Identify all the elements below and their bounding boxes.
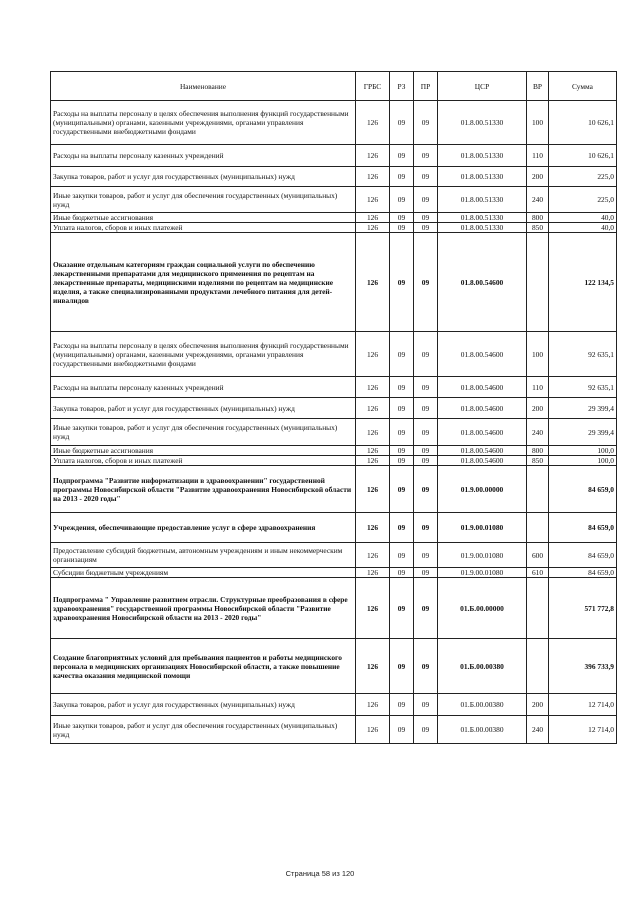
cell-vr: 110 [527, 145, 549, 167]
cell-pr: 09 [414, 233, 438, 332]
cell-grbs: 126 [356, 223, 390, 233]
cell-csr: 01.8.00.54600 [438, 446, 527, 456]
table-row [51, 543, 617, 568]
table-row [51, 332, 617, 377]
cell-grbs: 126 [356, 578, 390, 639]
cell-sum: 396 733,9 [549, 639, 617, 694]
cell-rz: 09 [390, 187, 414, 213]
cell-sum: 40,0 [549, 223, 617, 233]
header-name: Наименование [51, 72, 356, 101]
cell-vr: 100 [527, 101, 549, 145]
cell-vr: 200 [527, 167, 549, 187]
cell-sum: 92 635,1 [549, 377, 617, 398]
cell-grbs: 126 [356, 694, 390, 716]
table-row [51, 513, 617, 543]
table-row [51, 233, 617, 332]
cell-name: Иные бюджетные ассигнования [51, 446, 356, 456]
cell-csr: 01.8.00.54600 [438, 398, 527, 419]
table-row [51, 419, 617, 446]
cell-csr: 01.8.00.54600 [438, 377, 527, 398]
cell-rz: 09 [390, 446, 414, 456]
cell-pr: 09 [414, 568, 438, 578]
table-row [51, 446, 617, 456]
cell-name: Расходы на выплаты персоналу казенных учреждений [51, 145, 356, 167]
cell-vr: 200 [527, 398, 549, 419]
cell-csr: 01.9.00.01080 [438, 513, 527, 543]
cell-rz: 09 [390, 639, 414, 694]
cell-vr [527, 466, 549, 513]
cell-rz: 09 [390, 101, 414, 145]
cell-rz: 09 [390, 456, 414, 466]
cell-sum: 12 714,0 [549, 716, 617, 744]
cell-name: Иные закупки товаров, работ и услуг для обеспечения государственных (муниципальных) нужд [51, 716, 356, 744]
cell-pr: 09 [414, 543, 438, 568]
cell-sum: 100,0 [549, 456, 617, 466]
cell-name: Подпрограмма " Управление развитием отрасли. Структурные преобразования в сфере здравоохранения" государственной программы Новосибирской области "Развитие здравоохранения Новосибирской области на 2013 - 2020 годы" [51, 578, 356, 639]
cell-vr: 240 [527, 419, 549, 446]
cell-name: Закупка товаров, работ и услуг для государственных (муниципальных) нужд [51, 167, 356, 187]
cell-vr: 850 [527, 223, 549, 233]
cell-vr: 610 [527, 568, 549, 578]
header-csr: ЦСР [438, 72, 527, 101]
cell-name: Расходы на выплаты персоналу в целях обеспечения выполнения функций государственными (муниципальными) органами, казенными учреждениями, органами управления государственными внебюджетными фондами [51, 332, 356, 377]
cell-pr: 09 [414, 694, 438, 716]
cell-pr: 09 [414, 456, 438, 466]
cell-rz: 09 [390, 167, 414, 187]
cell-vr: 110 [527, 377, 549, 398]
cell-sum: 10 626,1 [549, 145, 617, 167]
cell-sum: 92 635,1 [549, 332, 617, 377]
cell-vr [527, 513, 549, 543]
cell-sum: 29 399,4 [549, 419, 617, 446]
cell-grbs: 126 [356, 233, 390, 332]
cell-pr: 09 [414, 716, 438, 744]
cell-csr: 01.9.00.00000 [438, 466, 527, 513]
cell-rz: 09 [390, 466, 414, 513]
table-header-row [51, 72, 617, 101]
table-row [51, 167, 617, 187]
cell-sum: 12 714,0 [549, 694, 617, 716]
cell-rz: 09 [390, 145, 414, 167]
cell-sum: 225,0 [549, 167, 617, 187]
cell-grbs: 126 [356, 543, 390, 568]
table-row [51, 223, 617, 233]
cell-pr: 09 [414, 187, 438, 213]
cell-name: Уплата налогов, сборов и иных платежей [51, 223, 356, 233]
cell-csr: 01.8.00.51330 [438, 187, 527, 213]
cell-pr: 09 [414, 145, 438, 167]
cell-sum: 84 659,0 [549, 466, 617, 513]
cell-vr: 600 [527, 543, 549, 568]
table-row [51, 639, 617, 694]
page-number: Страница 58 из 120 [285, 869, 355, 878]
cell-grbs: 126 [356, 456, 390, 466]
cell-rz: 09 [390, 223, 414, 233]
cell-sum: 40,0 [549, 213, 617, 223]
cell-rz: 09 [390, 419, 414, 446]
cell-name: Субсидии бюджетным учреждениям [51, 568, 356, 578]
cell-name: Уплата налогов, сборов и иных платежей [51, 456, 356, 466]
table-row [51, 377, 617, 398]
cell-vr: 240 [527, 187, 549, 213]
cell-pr: 09 [414, 223, 438, 233]
cell-sum: 122 134,5 [549, 233, 617, 332]
table-row [51, 398, 617, 419]
table-row [51, 187, 617, 213]
cell-name: Расходы на выплаты персоналу казенных учреждений [51, 377, 356, 398]
cell-csr: 01.8.00.51330 [438, 167, 527, 187]
cell-vr: 800 [527, 446, 549, 456]
cell-grbs: 126 [356, 513, 390, 543]
cell-csr: 01.Б.00.00380 [438, 639, 527, 694]
cell-sum: 100,0 [549, 446, 617, 456]
table-row [51, 694, 617, 716]
cell-grbs: 126 [356, 332, 390, 377]
cell-grbs: 126 [356, 716, 390, 744]
cell-pr: 09 [414, 167, 438, 187]
cell-sum: 571 772,8 [549, 578, 617, 639]
cell-name: Предоставление субсидий бюджетным, автономным учреждениям и иным некоммерческим организациям [51, 543, 356, 568]
table-row [51, 145, 617, 167]
cell-csr: 01.Б.00.00000 [438, 578, 527, 639]
cell-sum: 10 626,1 [549, 101, 617, 145]
cell-pr: 09 [414, 513, 438, 543]
cell-rz: 09 [390, 513, 414, 543]
cell-pr: 09 [414, 101, 438, 145]
cell-grbs: 126 [356, 466, 390, 513]
cell-csr: 01.9.00.01080 [438, 543, 527, 568]
cell-vr [527, 578, 549, 639]
cell-rz: 09 [390, 213, 414, 223]
cell-sum: 225,0 [549, 187, 617, 213]
cell-pr: 09 [414, 377, 438, 398]
table-row [51, 568, 617, 578]
cell-csr: 01.8.00.51330 [438, 223, 527, 233]
cell-grbs: 126 [356, 398, 390, 419]
cell-pr: 09 [414, 446, 438, 456]
cell-sum: 84 659,0 [549, 513, 617, 543]
cell-grbs: 126 [356, 446, 390, 456]
cell-vr: 100 [527, 332, 549, 377]
cell-csr: 01.8.00.51330 [438, 213, 527, 223]
cell-rz: 09 [390, 233, 414, 332]
cell-grbs: 126 [356, 167, 390, 187]
cell-sum: 29 399,4 [549, 398, 617, 419]
cell-grbs: 126 [356, 187, 390, 213]
cell-rz: 09 [390, 377, 414, 398]
cell-name: Создание благоприятных условий для пребывания пациентов и работы медицинского персонала в медицинских организациях Новосибирской области, а также повышение качества оказания медицинской помощи [51, 639, 356, 694]
table-body [51, 101, 617, 744]
cell-name: Учреждения, обеспечивающие предоставление услуг в сфере здравоохранения [51, 513, 356, 543]
cell-grbs: 126 [356, 377, 390, 398]
cell-grbs: 126 [356, 419, 390, 446]
cell-vr: 800 [527, 213, 549, 223]
table-row [51, 101, 617, 145]
header-grbs: ГРБС [356, 72, 390, 101]
cell-csr: 01.8.00.51330 [438, 145, 527, 167]
cell-vr: 850 [527, 456, 549, 466]
cell-vr: 200 [527, 694, 549, 716]
cell-csr: 01.8.00.51330 [438, 101, 527, 145]
cell-rz: 09 [390, 543, 414, 568]
cell-vr: 240 [527, 716, 549, 744]
cell-rz: 09 [390, 332, 414, 377]
cell-pr: 09 [414, 332, 438, 377]
cell-name: Закупка товаров, работ и услуг для государственных (муниципальных) нужд [51, 694, 356, 716]
header-rz: РЗ [390, 72, 414, 101]
cell-name: Подпрограмма "Развитие информатизации в здравоохранении" государственной программы Новосибирской области "Развитие здравоохранения Новосибирской области на 2013 - 2020 годы" [51, 466, 356, 513]
cell-pr: 09 [414, 466, 438, 513]
cell-pr: 09 [414, 213, 438, 223]
cell-pr: 09 [414, 639, 438, 694]
cell-name: Оказание отдельным категориям граждан социальной услуги по обеспечению лекарственными препаратами для медицинского применения по рецептам на лекарственные препараты, медицинскими изделиями по рецептам на медицинские изделия, а также специализированными продуктами лечебного питания для детей-инвалидов [51, 233, 356, 332]
cell-name: Закупка товаров, работ и услуг для государственных (муниципальных) нужд [51, 398, 356, 419]
cell-grbs: 126 [356, 568, 390, 578]
cell-csr: 01.8.00.54600 [438, 233, 527, 332]
header-sum: Сумма [549, 72, 617, 101]
table-row [51, 213, 617, 223]
cell-csr: 01.8.00.54600 [438, 419, 527, 446]
header-pr: ПР [414, 72, 438, 101]
cell-vr [527, 639, 549, 694]
cell-name: Расходы на выплаты персоналу в целях обеспечения выполнения функций государственными (муниципальными) органами, казенными учреждениями, органами управления государственными внебюджетными фондами [51, 101, 356, 145]
cell-vr [527, 233, 549, 332]
cell-rz: 09 [390, 694, 414, 716]
cell-pr: 09 [414, 419, 438, 446]
cell-pr: 09 [414, 578, 438, 639]
cell-sum: 84 659,0 [549, 543, 617, 568]
cell-csr: 01.8.00.54600 [438, 456, 527, 466]
cell-rz: 09 [390, 398, 414, 419]
cell-name: Иные закупки товаров, работ и услуг для обеспечения государственных (муниципальных) нужд [51, 419, 356, 446]
cell-pr: 09 [414, 398, 438, 419]
header-vr: ВР [527, 72, 549, 101]
cell-rz: 09 [390, 578, 414, 639]
table-row [51, 456, 617, 466]
table-row [51, 716, 617, 744]
cell-csr: 01.9.00.01080 [438, 568, 527, 578]
cell-grbs: 126 [356, 639, 390, 694]
cell-csr: 01.Б.00.00380 [438, 694, 527, 716]
budget-table [50, 71, 617, 744]
cell-name: Иные закупки товаров, работ и услуг для обеспечения государственных (муниципальных) нужд [51, 187, 356, 213]
cell-grbs: 126 [356, 101, 390, 145]
table-row [51, 466, 617, 513]
cell-csr: 01.8.00.54600 [438, 332, 527, 377]
cell-rz: 09 [390, 568, 414, 578]
cell-grbs: 126 [356, 145, 390, 167]
cell-rz: 09 [390, 716, 414, 744]
cell-name: Иные бюджетные ассигнования [51, 213, 356, 223]
cell-grbs: 126 [356, 213, 390, 223]
table-row [51, 578, 617, 639]
cell-csr: 01.Б.00.00380 [438, 716, 527, 744]
cell-sum: 84 659,0 [549, 568, 617, 578]
